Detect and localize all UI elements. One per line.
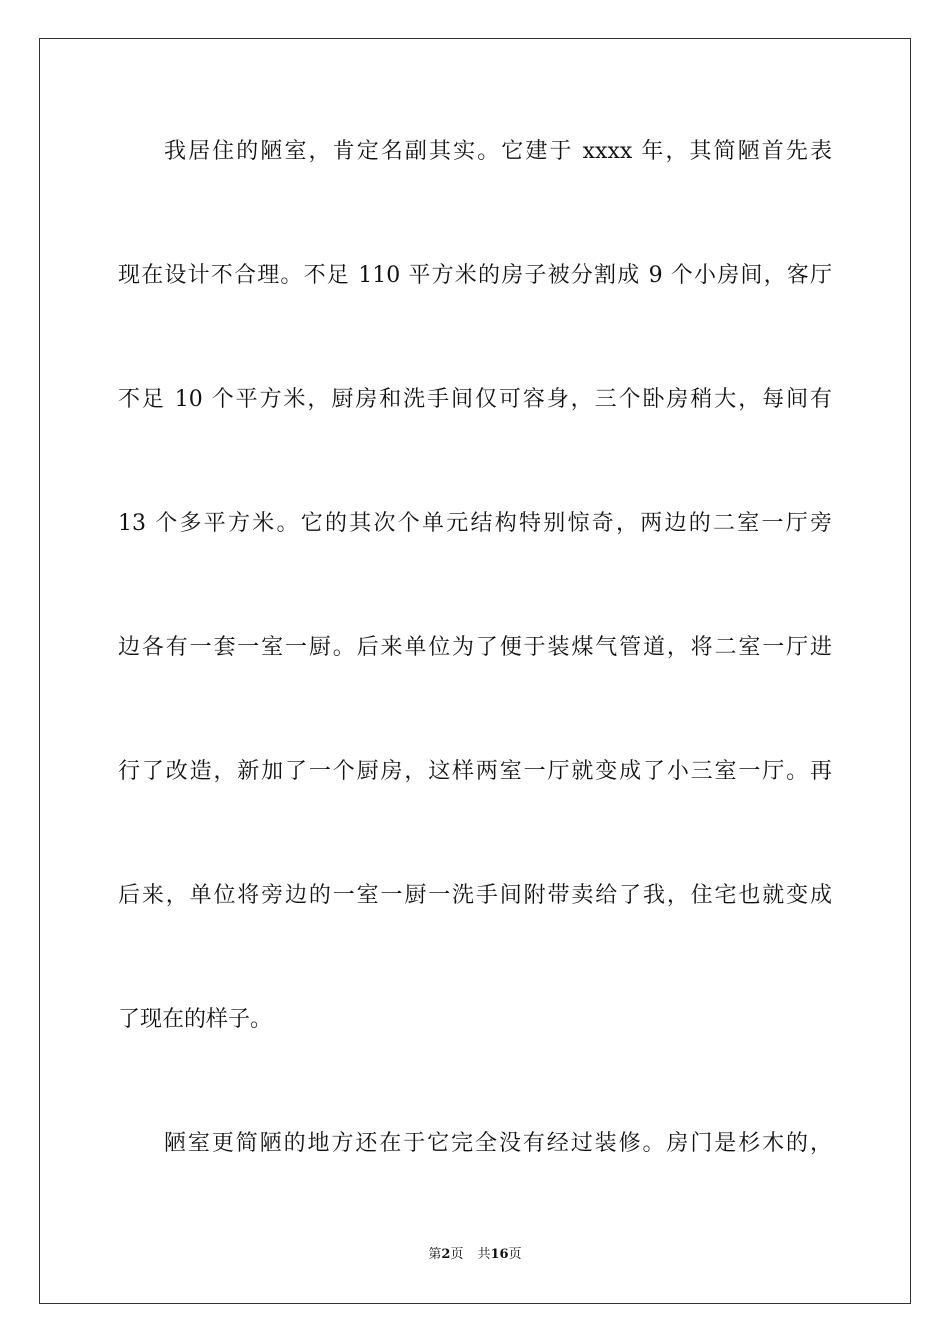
paragraph-1-line-4: 13 个多平方米。它的其次个单元结构特别惊奇，两边的二室一厅旁 xyxy=(118,511,832,536)
footer-total-pages: 16 xyxy=(490,1247,509,1262)
paragraph-1-line-8: 了现在的样子。 xyxy=(118,1007,273,1032)
paragraph-1-line-6: 行了改造，新加了一个厨房，这样两室一厅就变成了小三室一厅。再 xyxy=(118,759,832,784)
paragraph-1-line-1: 我居住的陋室，肯定名副其实。它建于 xxxx 年，其简陋首先表 xyxy=(164,139,832,164)
footer-page-suffix: 页 xyxy=(450,1247,464,1262)
footer-total-prefix: 共 xyxy=(477,1247,491,1262)
paragraph-1-line-5: 边各有一套一室一厨。后来单位为了便于装煤气管道，将二室一厅进 xyxy=(118,635,832,660)
paragraph-2-line-1: 陋室更简陋的地方还在于它完全没有经过装修。房门是杉木的， xyxy=(164,1131,832,1156)
page-border xyxy=(39,38,911,1304)
paragraph-1-line-3: 不足 10 个平方米，厨房和洗手间仅可容身，三个卧房稍大，每间有 xyxy=(118,387,832,412)
footer-page-prefix: 第 xyxy=(428,1247,442,1262)
footer-page-number: 2 xyxy=(441,1247,451,1262)
paragraph-1-line-2: 现在设计不合理。不足 110 平方米的房子被分割成 9 个小房间，客厅 xyxy=(118,263,832,288)
page-footer xyxy=(0,1246,950,1264)
footer-total-suffix: 页 xyxy=(508,1247,522,1262)
paragraph-1-line-7: 后来，单位将旁边的一室一厨一洗手间附带卖给了我，住宅也就变成 xyxy=(118,883,832,908)
